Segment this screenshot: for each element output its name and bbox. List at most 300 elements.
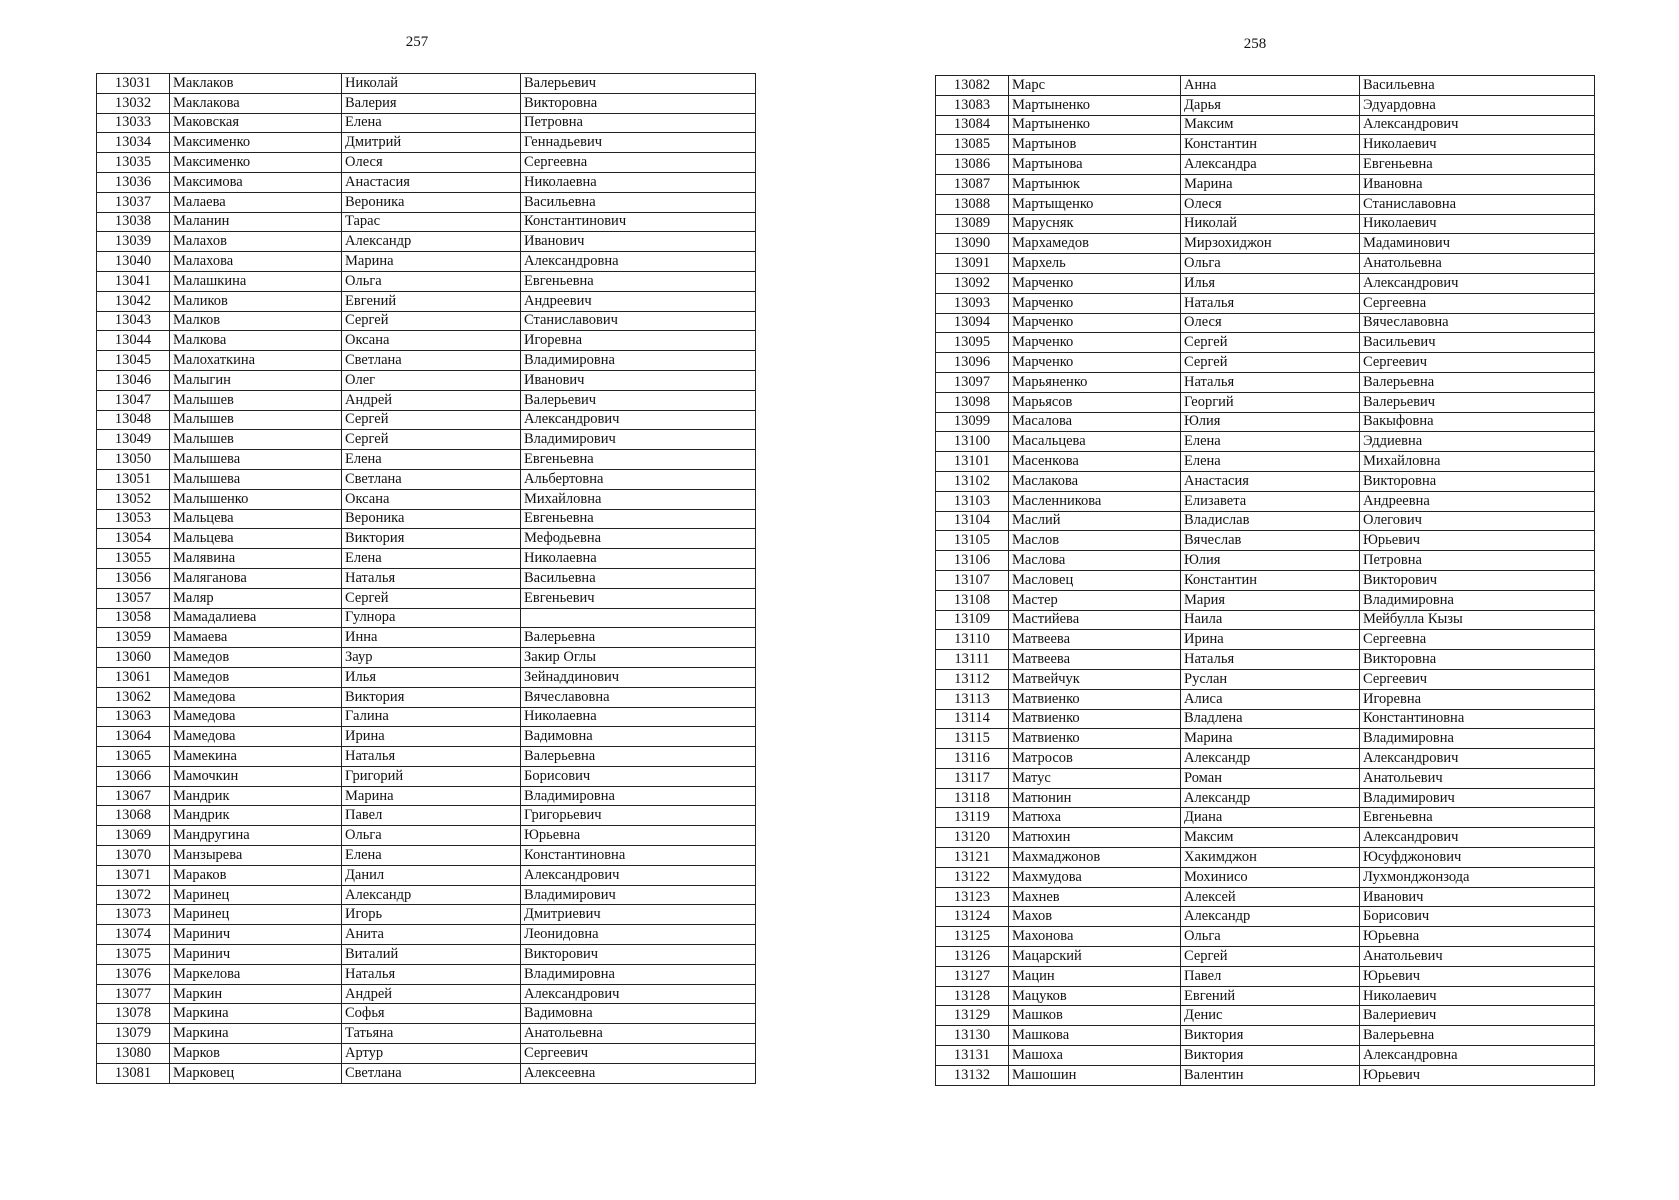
last-name-cell: Маклаков	[170, 74, 342, 94]
record-number-cell: 13046	[97, 370, 170, 390]
first-name-cell: Ирина	[342, 727, 521, 747]
patronymic-cell: Александровна	[521, 252, 756, 272]
patronymic-cell: Николаевна	[521, 172, 756, 192]
patronymic-cell: Евгеньевич	[521, 588, 756, 608]
last-name-cell: Марс	[1009, 76, 1181, 96]
last-name-cell: Машкова	[1009, 1026, 1181, 1046]
first-name-cell: Виктория	[1181, 1026, 1360, 1046]
table-row	[936, 590, 1595, 610]
record-number-cell: 13095	[936, 333, 1009, 353]
patronymic-cell: Михайловна	[521, 489, 756, 509]
table-row	[936, 1006, 1595, 1026]
table-row	[936, 452, 1595, 472]
patronymic-cell: Дмитриевич	[521, 905, 756, 925]
last-name-cell: Марьясов	[1009, 392, 1181, 412]
record-number-cell: 13062	[97, 687, 170, 707]
record-number-cell: 13116	[936, 749, 1009, 769]
last-name-cell: Малышева	[170, 450, 342, 470]
first-name-cell: Юлия	[1181, 551, 1360, 571]
first-name-cell: Ирина	[1181, 630, 1360, 650]
last-name-cell: Малков	[170, 311, 342, 331]
first-name-cell: Анастасия	[1181, 471, 1360, 491]
record-number-cell: 13118	[936, 788, 1009, 808]
record-number-cell: 13069	[97, 826, 170, 846]
record-number-cell: 13060	[97, 648, 170, 668]
patronymic-cell: Александрович	[1360, 115, 1595, 135]
record-number-cell: 13089	[936, 214, 1009, 234]
first-name-cell: Софья	[342, 1004, 521, 1024]
patronymic-cell: Владимировна	[521, 351, 756, 371]
first-name-cell: Марина	[342, 786, 521, 806]
record-number-cell: 13105	[936, 531, 1009, 551]
table-row	[936, 471, 1595, 491]
first-name-cell: Елена	[342, 549, 521, 569]
first-name-cell: Наталья	[342, 568, 521, 588]
patronymic-cell: Геннадьевич	[521, 133, 756, 153]
first-name-cell: Виталий	[342, 945, 521, 965]
table-row	[97, 430, 756, 450]
last-name-cell: Марченко	[1009, 333, 1181, 353]
record-number-cell: 13073	[97, 905, 170, 925]
patronymic-cell: Вадимовна	[521, 1004, 756, 1024]
last-name-cell: Масловец	[1009, 570, 1181, 590]
last-name-cell: Махнев	[1009, 887, 1181, 907]
record-number-cell: 13104	[936, 511, 1009, 531]
last-name-cell: Маркина	[170, 1004, 342, 1024]
table-row	[936, 531, 1595, 551]
table-row	[97, 351, 756, 371]
first-name-cell: Алиса	[1181, 689, 1360, 709]
record-number-cell: 13043	[97, 311, 170, 331]
patronymic-cell: Валериевич	[1360, 1006, 1595, 1026]
record-number-cell: 13048	[97, 410, 170, 430]
last-name-cell: Матюхин	[1009, 828, 1181, 848]
first-name-cell: Елизавета	[1181, 491, 1360, 511]
patronymic-cell: Евгеньевна	[521, 271, 756, 291]
patronymic-cell: Сергеевич	[521, 1044, 756, 1064]
first-name-cell: Александр	[342, 885, 521, 905]
first-name-cell: Ольга	[1181, 927, 1360, 947]
table-row	[936, 947, 1595, 967]
first-name-cell: Виктория	[1181, 1046, 1360, 1066]
patronymic-cell: Мадаминович	[1360, 234, 1595, 254]
first-name-cell: Тарас	[342, 212, 521, 232]
record-number-cell: 13059	[97, 628, 170, 648]
table-row	[97, 568, 756, 588]
table-row	[97, 410, 756, 430]
record-number-cell: 13031	[97, 74, 170, 94]
last-name-cell: Мартынюк	[1009, 174, 1181, 194]
patronymic-cell: Мейбулла Кызы	[1360, 610, 1595, 630]
first-name-cell: Александр	[1181, 788, 1360, 808]
last-name-cell: Маркелова	[170, 964, 342, 984]
table-row	[97, 667, 756, 687]
table-row	[97, 747, 756, 767]
patronymic-cell: Сергеевич	[1360, 669, 1595, 689]
record-number-cell: 13068	[97, 806, 170, 826]
table-row	[97, 766, 756, 786]
first-name-cell: Илья	[1181, 273, 1360, 293]
first-name-cell: Марина	[342, 252, 521, 272]
patronymic-cell: Александровна	[1360, 1046, 1595, 1066]
table-row	[936, 293, 1595, 313]
table-row	[936, 392, 1595, 412]
patronymic-cell	[521, 608, 756, 628]
record-number-cell: 13130	[936, 1026, 1009, 1046]
patronymic-cell: Константиновна	[521, 846, 756, 866]
record-number-cell: 13042	[97, 291, 170, 311]
last-name-cell: Марченко	[1009, 293, 1181, 313]
first-name-cell: Андрей	[342, 390, 521, 410]
table-row	[936, 610, 1595, 630]
record-number-cell: 13132	[936, 1065, 1009, 1085]
last-name-cell: Мамедова	[170, 727, 342, 747]
patronymic-cell: Викторович	[521, 945, 756, 965]
record-number-cell: 13061	[97, 667, 170, 687]
record-number-cell: 13102	[936, 471, 1009, 491]
last-name-cell: Мацин	[1009, 966, 1181, 986]
first-name-cell: Олеся	[1181, 313, 1360, 333]
patronymic-cell: Олегович	[1360, 511, 1595, 531]
first-name-cell: Марина	[1181, 729, 1360, 749]
table-row	[97, 212, 756, 232]
first-name-cell: Светлана	[342, 469, 521, 489]
patronymic-cell: Александрович	[521, 410, 756, 430]
last-name-cell: Махов	[1009, 907, 1181, 927]
table-row	[97, 390, 756, 410]
patronymic-cell: Евгеньевна	[1360, 808, 1595, 828]
patronymic-cell: Вячеславовна	[1360, 313, 1595, 333]
patronymic-cell: Викторовна	[1360, 471, 1595, 491]
table-row	[936, 768, 1595, 788]
record-number-cell: 13120	[936, 828, 1009, 848]
record-number-cell: 13099	[936, 412, 1009, 432]
first-name-cell: Дарья	[1181, 95, 1360, 115]
first-name-cell: Ольга	[342, 826, 521, 846]
table-row	[97, 648, 756, 668]
first-name-cell: Илья	[342, 667, 521, 687]
first-name-cell: Валентин	[1181, 1065, 1360, 1085]
last-name-cell: Маляганова	[170, 568, 342, 588]
first-name-cell: Георгий	[1181, 392, 1360, 412]
table-row	[97, 469, 756, 489]
record-number-cell: 13112	[936, 669, 1009, 689]
record-number-cell: 13035	[97, 153, 170, 173]
first-name-cell: Сергей	[342, 410, 521, 430]
record-number-cell: 13103	[936, 491, 1009, 511]
record-number-cell: 13067	[97, 786, 170, 806]
last-name-cell: Маликов	[170, 291, 342, 311]
table-row	[936, 927, 1595, 947]
record-number-cell: 13131	[936, 1046, 1009, 1066]
first-name-cell: Мирзохиджон	[1181, 234, 1360, 254]
table-row	[936, 848, 1595, 868]
last-name-cell: Мандрик	[170, 806, 342, 826]
table-row	[97, 153, 756, 173]
last-name-cell: Мамедов	[170, 667, 342, 687]
table-row	[936, 214, 1595, 234]
table-row	[97, 252, 756, 272]
roster-body-right	[936, 76, 1595, 1086]
last-name-cell: Матвейчук	[1009, 669, 1181, 689]
first-name-cell: Константин	[1181, 135, 1360, 155]
last-name-cell: Мамедова	[170, 687, 342, 707]
last-name-cell: Мамадалиева	[170, 608, 342, 628]
record-number-cell: 13037	[97, 192, 170, 212]
record-number-cell: 13081	[97, 1063, 170, 1083]
patronymic-cell: Валерьевич	[1360, 392, 1595, 412]
last-name-cell: Маслов	[1009, 531, 1181, 551]
table-row	[936, 1026, 1595, 1046]
last-name-cell: Малашкина	[170, 271, 342, 291]
patronymic-cell: Сергеевич	[1360, 353, 1595, 373]
last-name-cell: Маслий	[1009, 511, 1181, 531]
patronymic-cell: Васильевна	[521, 568, 756, 588]
last-name-cell: Малышев	[170, 390, 342, 410]
patronymic-cell: Юрьевич	[1360, 1065, 1595, 1085]
record-number-cell: 13080	[97, 1044, 170, 1064]
last-name-cell: Матвиенко	[1009, 729, 1181, 749]
patronymic-cell: Владимировна	[521, 964, 756, 984]
first-name-cell: Сергей	[342, 430, 521, 450]
patronymic-cell: Иванович	[521, 370, 756, 390]
first-name-cell: Елена	[1181, 452, 1360, 472]
record-number-cell: 13057	[97, 588, 170, 608]
table-row	[97, 489, 756, 509]
record-number-cell: 13096	[936, 353, 1009, 373]
table-row	[97, 172, 756, 192]
first-name-cell: Анастасия	[342, 172, 521, 192]
patronymic-cell: Леонидовна	[521, 925, 756, 945]
first-name-cell: Диана	[1181, 808, 1360, 828]
record-number-cell: 13047	[97, 390, 170, 410]
last-name-cell: Мандрик	[170, 786, 342, 806]
first-name-cell: Данил	[342, 865, 521, 885]
table-row	[936, 887, 1595, 907]
table-row	[97, 113, 756, 133]
last-name-cell: Малыгин	[170, 370, 342, 390]
last-name-cell: Малахов	[170, 232, 342, 252]
table-row	[936, 749, 1595, 769]
table-row	[97, 846, 756, 866]
table-row	[936, 432, 1595, 452]
last-name-cell: Машошин	[1009, 1065, 1181, 1085]
last-name-cell: Мартыненко	[1009, 95, 1181, 115]
patronymic-cell: Закир Оглы	[521, 648, 756, 668]
last-name-cell: Мамедов	[170, 648, 342, 668]
patronymic-cell: Валерьевич	[521, 74, 756, 94]
first-name-cell: Ольга	[1181, 254, 1360, 274]
record-number-cell: 13072	[97, 885, 170, 905]
last-name-cell: Максименко	[170, 133, 342, 153]
table-row	[97, 786, 756, 806]
table-row	[936, 551, 1595, 571]
table-row	[936, 570, 1595, 590]
first-name-cell: Олег	[342, 370, 521, 390]
first-name-cell: Инна	[342, 628, 521, 648]
record-number-cell: 13109	[936, 610, 1009, 630]
table-row	[97, 945, 756, 965]
table-row	[936, 689, 1595, 709]
table-row	[97, 549, 756, 569]
first-name-cell: Виктория	[342, 529, 521, 549]
last-name-cell: Маляр	[170, 588, 342, 608]
last-name-cell: Манзырева	[170, 846, 342, 866]
last-name-cell: Маринич	[170, 925, 342, 945]
table-row	[936, 174, 1595, 194]
table-row	[936, 630, 1595, 650]
patronymic-cell: Николаевич	[1360, 986, 1595, 1006]
last-name-cell: Маслова	[1009, 551, 1181, 571]
record-number-cell: 13126	[936, 947, 1009, 967]
first-name-cell: Владлена	[1181, 709, 1360, 729]
first-name-cell: Елена	[342, 450, 521, 470]
table-row	[936, 76, 1595, 96]
last-name-cell: Маринец	[170, 885, 342, 905]
record-number-cell: 13098	[936, 392, 1009, 412]
table-row	[936, 273, 1595, 293]
patronymic-cell: Борисович	[1360, 907, 1595, 927]
table-row	[97, 331, 756, 351]
table-row	[97, 450, 756, 470]
last-name-cell: Мараков	[170, 865, 342, 885]
last-name-cell: Махмудова	[1009, 867, 1181, 887]
table-row	[936, 372, 1595, 392]
first-name-cell: Ольга	[342, 271, 521, 291]
record-number-cell: 13101	[936, 452, 1009, 472]
last-name-cell: Мартынов	[1009, 135, 1181, 155]
last-name-cell: Махонова	[1009, 927, 1181, 947]
last-name-cell: Матросов	[1009, 749, 1181, 769]
patronymic-cell: Васильевич	[1360, 333, 1595, 353]
first-name-cell: Гулнора	[342, 608, 521, 628]
last-name-cell: Матюха	[1009, 808, 1181, 828]
patronymic-cell: Михайловна	[1360, 452, 1595, 472]
last-name-cell: Мальцева	[170, 509, 342, 529]
first-name-cell: Наталья	[342, 747, 521, 767]
patronymic-cell: Валерьевна	[1360, 372, 1595, 392]
first-name-cell: Елена	[342, 846, 521, 866]
last-name-cell: Мартыщенко	[1009, 194, 1181, 214]
table-row	[936, 135, 1595, 155]
patronymic-cell: Вадимовна	[521, 727, 756, 747]
table-row	[936, 828, 1595, 848]
record-number-cell: 13039	[97, 232, 170, 252]
patronymic-cell: Валерьевна	[521, 747, 756, 767]
table-row	[936, 650, 1595, 670]
patronymic-cell: Вячеславовна	[521, 687, 756, 707]
last-name-cell: Максименко	[170, 153, 342, 173]
last-name-cell: Малышева	[170, 469, 342, 489]
last-name-cell: Матус	[1009, 768, 1181, 788]
table-row	[97, 687, 756, 707]
first-name-cell: Евгений	[342, 291, 521, 311]
first-name-cell: Артур	[342, 1044, 521, 1064]
first-name-cell: Наталья	[1181, 293, 1360, 313]
table-row	[97, 74, 756, 94]
first-name-cell: Наталья	[1181, 650, 1360, 670]
last-name-cell: Марченко	[1009, 353, 1181, 373]
table-row	[97, 707, 756, 727]
record-number-cell: 13075	[97, 945, 170, 965]
last-name-cell: Марченко	[1009, 273, 1181, 293]
last-name-cell: Малышев	[170, 430, 342, 450]
first-name-cell: Вероника	[342, 192, 521, 212]
table-row	[936, 808, 1595, 828]
patronymic-cell: Борисович	[521, 766, 756, 786]
record-number-cell: 13034	[97, 133, 170, 153]
patronymic-cell: Иванович	[521, 232, 756, 252]
first-name-cell: Елена	[1181, 432, 1360, 452]
patronymic-cell: Владимирович	[1360, 788, 1595, 808]
table-row	[97, 727, 756, 747]
record-number-cell: 13064	[97, 727, 170, 747]
record-number-cell: 13041	[97, 271, 170, 291]
first-name-cell: Руслан	[1181, 669, 1360, 689]
first-name-cell: Заур	[342, 648, 521, 668]
table-row	[97, 984, 756, 1004]
last-name-cell: Машков	[1009, 1006, 1181, 1026]
table-row	[936, 254, 1595, 274]
first-name-cell: Андрей	[342, 984, 521, 1004]
first-name-cell: Сергей	[1181, 353, 1360, 373]
record-number-cell: 13056	[97, 568, 170, 588]
table-row	[936, 412, 1595, 432]
record-number-cell: 13127	[936, 966, 1009, 986]
record-number-cell: 13090	[936, 234, 1009, 254]
last-name-cell: Мамекина	[170, 747, 342, 767]
table-row	[97, 509, 756, 529]
last-name-cell: Мархель	[1009, 254, 1181, 274]
record-number-cell: 13097	[936, 372, 1009, 392]
last-name-cell: Матюнин	[1009, 788, 1181, 808]
last-name-cell: Мартыненко	[1009, 115, 1181, 135]
page-number-right: 258	[1243, 36, 1267, 52]
record-number-cell: 13124	[936, 907, 1009, 927]
first-name-cell: Сергей	[1181, 947, 1360, 967]
last-name-cell: Мандругина	[170, 826, 342, 846]
table-row	[97, 885, 756, 905]
table-row	[936, 1065, 1595, 1085]
first-name-cell: Наталья	[1181, 372, 1360, 392]
first-name-cell: Павел	[342, 806, 521, 826]
table-row	[97, 628, 756, 648]
last-name-cell: Матвиенко	[1009, 709, 1181, 729]
patronymic-cell: Константиновна	[1360, 709, 1595, 729]
first-name-cell: Олеся	[1181, 194, 1360, 214]
patronymic-cell: Александрович	[1360, 749, 1595, 769]
record-number-cell: 13065	[97, 747, 170, 767]
last-name-cell: Малахова	[170, 252, 342, 272]
patronymic-cell: Петровна	[521, 113, 756, 133]
roster-table-right	[935, 75, 1595, 1086]
patronymic-cell: Валерьевич	[521, 390, 756, 410]
patronymic-cell: Юрьевич	[1360, 531, 1595, 551]
patronymic-cell: Владимирович	[521, 885, 756, 905]
patronymic-cell: Валерьевна	[521, 628, 756, 648]
first-name-cell: Сергей	[342, 311, 521, 331]
last-name-cell: Мархамедов	[1009, 234, 1181, 254]
first-name-cell: Алексей	[1181, 887, 1360, 907]
record-number-cell: 13129	[936, 1006, 1009, 1026]
first-name-cell: Мохинисо	[1181, 867, 1360, 887]
patronymic-cell: Александрович	[1360, 273, 1595, 293]
patronymic-cell: Анатольевна	[1360, 254, 1595, 274]
record-number-cell: 13078	[97, 1004, 170, 1024]
table-row	[97, 964, 756, 984]
table-row	[936, 353, 1595, 373]
patronymic-cell: Николаевна	[521, 549, 756, 569]
